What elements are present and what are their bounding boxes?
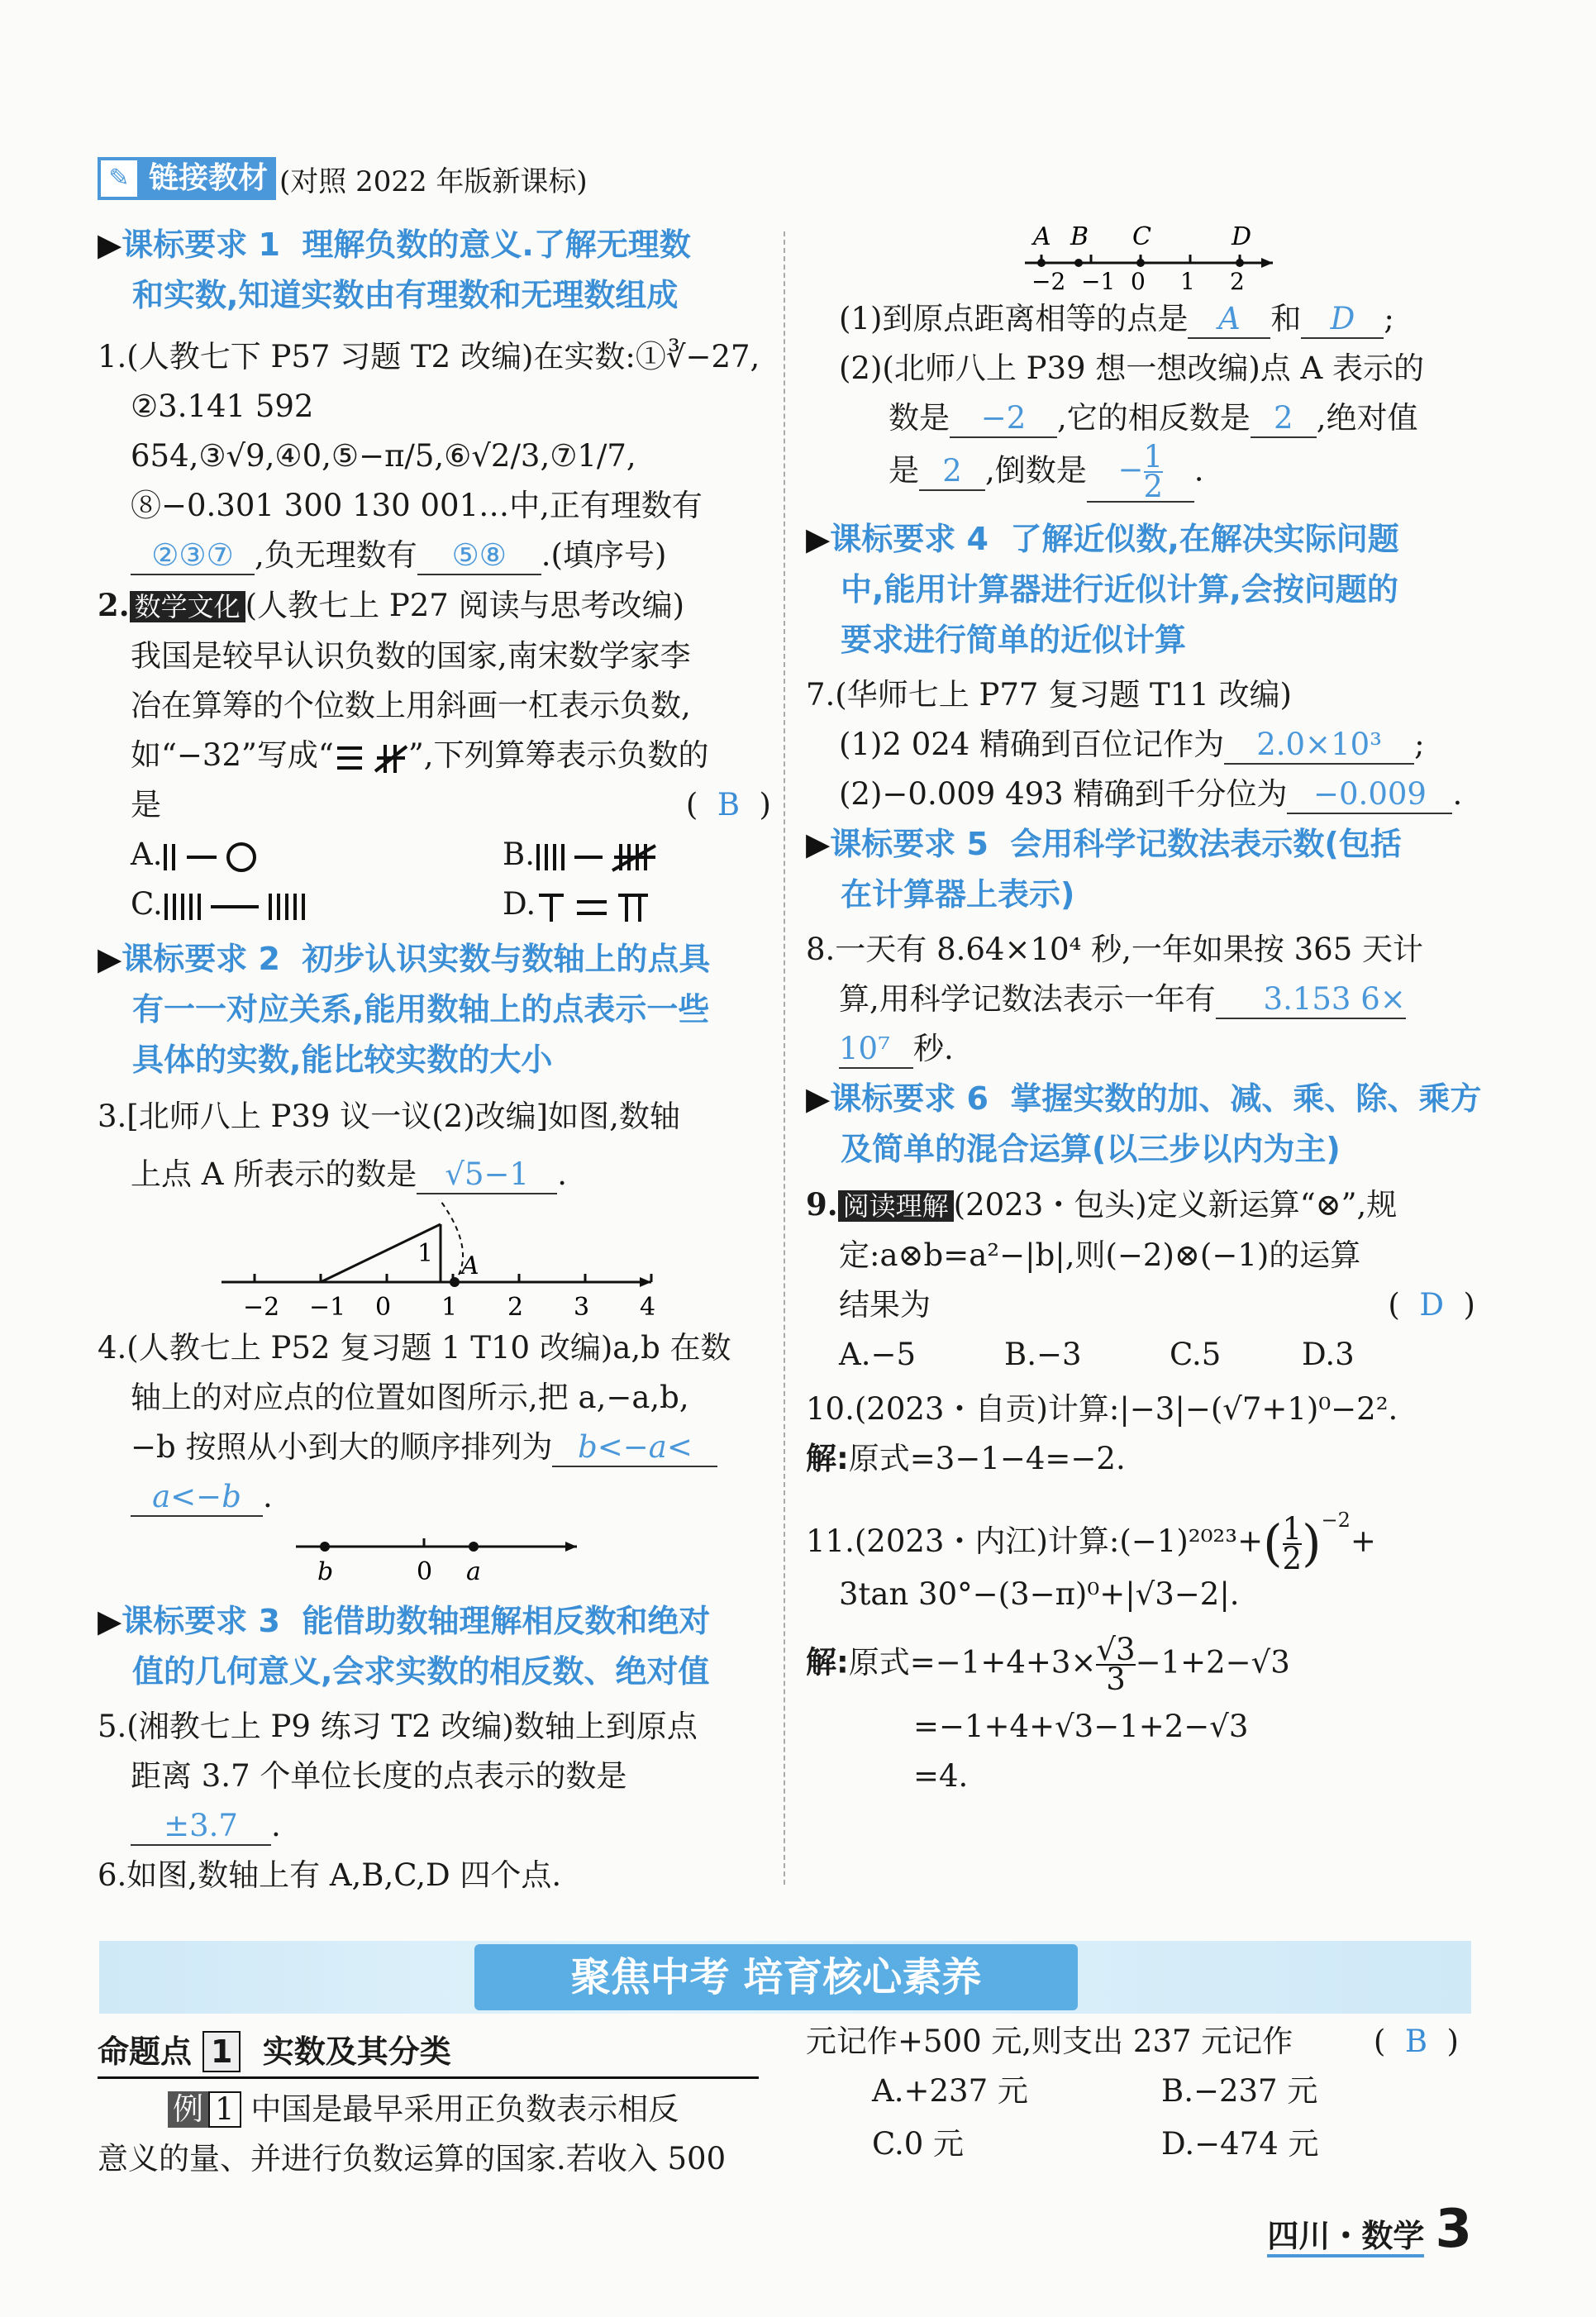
tick-label: 4 xyxy=(640,1293,656,1322)
triangle-icon: ▶ xyxy=(98,1603,122,1639)
requirement-2: ▶课标要求 2 初步认识实数与数轴上的点具 有一一对应关系,能用数轴上的点表示一些 具体的实数,能比较实数的大小 xyxy=(98,941,711,1078)
option-c: C.0 元 xyxy=(872,2126,965,2162)
answer-choice[interactable]: B xyxy=(1404,2024,1428,2059)
reciprocal-answer[interactable]: − $\frac{1}{2}$ xyxy=(1087,443,1194,503)
question-6-part-1: (1)到原点距离相等的点是 A 和 D ; xyxy=(806,294,1484,344)
label-a: a xyxy=(466,1557,481,1586)
point-marker xyxy=(1074,259,1083,267)
point-marker xyxy=(1136,259,1145,267)
requirement-4: ▶课标要求 4 了解近似数,在解决实际问题 中,能用计算器进行近似计算,会按问题的 要求进行简单的近似计算 xyxy=(806,521,1399,658)
tick-label: 0 xyxy=(375,1293,392,1322)
answer-blank[interactable]: 2.0×10³ xyxy=(1224,727,1414,765)
answer-blank[interactable]: a<−b xyxy=(131,1479,263,1517)
counting-rod-minus32 xyxy=(334,741,408,775)
example-1: 例 1 中国是最早采用正负数表示相反 意义的量、并进行负数运算的国家.若收入 500 xyxy=(98,2091,727,2176)
example-number: 1 xyxy=(208,2091,241,2128)
label-0: 0 xyxy=(417,1557,433,1586)
question-10: 10.(2023・自贡)计算:|−3|−(√7+1)⁰−2². 解:原式=3−1−4=−2. xyxy=(806,1391,1398,1476)
question-7: 7.(华师七上 P77 复习题 T11 改编) (1)2 024 精确到百位记作为 2.0×10³ ; (2)−0.009 493 精确到千分位为 −0.009 . xyxy=(806,670,1484,819)
pencil-icon: ✎ xyxy=(98,157,141,200)
rod-option-c xyxy=(163,890,336,923)
answer-blank[interactable]: −0.009 xyxy=(1287,776,1452,814)
option-a: A.−5 xyxy=(839,1337,917,1372)
answer-blank[interactable]: √5−1 xyxy=(417,1156,557,1194)
tick-label: 1 xyxy=(441,1293,458,1322)
topic-number: 1 xyxy=(202,2031,241,2072)
number-line-q6 xyxy=(1025,220,1521,294)
badge-note: (对照 2022 年版新课标) xyxy=(279,164,588,198)
question-8: 8.一天有 8.64×10⁴ 秒,一年如果按 365 天计 算,用科学记数法表示一年有 3.153 6× 10⁷ 秒. xyxy=(806,925,1484,1074)
number-line-q3 xyxy=(222,1199,717,1323)
page-number: 3 xyxy=(1435,2199,1472,2260)
answer-blank[interactable]: ②③⑦ xyxy=(131,537,255,575)
answer-blank[interactable]: −2 xyxy=(950,400,1057,438)
tick-label: 2 xyxy=(507,1293,524,1322)
answer-blank[interactable]: b<−a< xyxy=(552,1429,717,1467)
rod-option-d xyxy=(536,890,668,923)
answer-blank[interactable]: D xyxy=(1301,301,1384,339)
question-11: 11.(2023・内江)计算:(−1)²⁰²³+( $\frac{1}{2}$ )$^{-2}$+ 3tan 30°−(3−π)⁰+|√3−2|. 解:原式=−1+4+3× $\frac{√3}{3}$ −1+2−√3 =−1+4+√3−1+2−√3 =4. xyxy=(806,1509,1376,1794)
question-6-part-2: (2)(北师八上 P39 想一想改编)点 A 表示的 数是 −2 ,它的相反数是 2 ,绝对值 是 2 ,倒数是 − $\frac{1}{2}$ . xyxy=(839,350,1425,504)
point-label: A xyxy=(1033,222,1051,251)
footer-text: 四川・数学 xyxy=(1267,2218,1424,2257)
triangle-icon: ▶ xyxy=(806,521,831,557)
tick-label: 1 xyxy=(1180,268,1195,294)
answer-choice[interactable]: B xyxy=(717,787,741,822)
answer-blank[interactable]: A xyxy=(1188,301,1270,339)
number-line-q4 xyxy=(296,1522,792,1596)
example-1-continued: 元记作+500 元,则支出 237 元记作 ( B ) A.+237 元 B.−237 元 C.0 元 D.−474 元 xyxy=(806,2017,1467,2172)
option-b: B.−237 元 xyxy=(1161,2073,1318,2109)
question-1: 1.(人教七下 P57 习题 T2 改编)在实数:①∛−27, ②3.141 592 654,③√9,④0,⑤−π/5,⑥√2/3,⑦1/7, ⑧−0.301 300 130 001…中,正有理数有 ②③⑦ ,负无理数有 ⑤⑧ .(填序号) xyxy=(98,332,771,580)
option-b: B.−3 xyxy=(1004,1337,1082,1372)
question-5: 5.(湘教七上 P9 练习 T2 改编)数轴上到原点 距离 3.7 个单位长度的点表示的数是 ±3.7 . xyxy=(98,1702,771,1851)
answer-blank[interactable]: 2 xyxy=(919,453,985,491)
link-textbook-badge: 链接教材 xyxy=(141,157,276,200)
requirement-5: ▶课标要求 5 会用科学记数法表示数(包括 在计算器上表示) xyxy=(806,826,1402,913)
segment-label: 1 xyxy=(417,1239,434,1268)
tick-label: −1 xyxy=(309,1293,346,1322)
point-label: D xyxy=(1232,222,1252,251)
answer-blank[interactable]: 10⁷ xyxy=(839,1031,913,1069)
triangle-icon: ▶ xyxy=(98,226,122,263)
requirement-6: ▶课标要求 6 掌握实数的加、减、乘、除、乘方 及简单的混合运算(以三步以内为主) xyxy=(806,1080,1482,1167)
topic-heading: 命题点 1 实数及其分类 xyxy=(98,2027,759,2079)
textbook-link-header xyxy=(98,157,588,200)
rod-option-a xyxy=(162,841,261,874)
requirement-1: ▶课标要求 1 理解负数的意义.了解无理数 和实数,知道实数由有理数和无理数组成 xyxy=(98,226,691,313)
question-9: 9. 阅读理解 (2023・包头)定义新运算“⊗”,规 定:a⊗b=a²−|b|,则(−2)⊗(−1)的运算 结果为 ( D ) A.−5 B.−3 C.5 D.3 xyxy=(806,1180,1484,1380)
footer xyxy=(1267,2199,1472,2260)
example-label: 例 xyxy=(168,2091,208,2128)
answer-choice[interactable]: D xyxy=(1419,1287,1445,1323)
math-culture-tag: 数学文化 xyxy=(130,591,245,622)
section-banner-title: 聚焦中考 培育核心素养 xyxy=(474,1944,1078,2010)
tick-label: 3 xyxy=(574,1293,590,1322)
option-d: D.−474 元 xyxy=(1161,2126,1319,2162)
triangle-icon: ▶ xyxy=(806,1080,831,1117)
triangle-icon: ▶ xyxy=(806,826,831,862)
point-label: C xyxy=(1132,222,1151,251)
answer-blank[interactable]: ±3.7 xyxy=(131,1808,271,1846)
point-marker xyxy=(1236,259,1244,267)
point-marker xyxy=(1037,259,1046,267)
option-a: A.+237 元 xyxy=(872,2073,1028,2109)
label-b: b xyxy=(317,1557,334,1586)
point-a-label: A xyxy=(461,1251,479,1280)
question-6: 6.如图,数轴上有 A,B,C,D 四个点. xyxy=(98,1857,562,1893)
triangle-icon: ▶ xyxy=(98,941,122,977)
tick-label: −2 xyxy=(243,1293,280,1322)
left-column xyxy=(98,220,771,1900)
question-3: 3.[北师八上 P39 议一议(2)改编]如图,数轴 上点 A 所表示的数是 √5−1 . 1 A −2 −1 0 1 2 3 4 xyxy=(98,1092,771,1323)
right-column xyxy=(806,220,1484,1801)
answer-blank[interactable]: 2 xyxy=(1251,400,1317,438)
reading-comprehension-tag: 阅读理解 xyxy=(838,1190,954,1222)
option-c: C.5 xyxy=(1170,1337,1222,1372)
point-label: B xyxy=(1070,222,1089,251)
tick-label: 0 xyxy=(1131,268,1146,294)
tick-label: −2 xyxy=(1031,268,1066,294)
tick-label: 2 xyxy=(1230,268,1245,294)
answer-blank[interactable]: ⑤⑧ xyxy=(417,537,541,575)
rod-option-b xyxy=(535,841,659,874)
question-4: 4.(人教七上 P52 复习题 1 T10 改编)a,b 在数 轴上的对应点的位置如图所示,把 a,−a,b, −b 按照从小到大的顺序排列为 b<−a< a<−b . b 0 a xyxy=(98,1323,771,1596)
question-2: 2. 数学文化 (人教七上 P27 阅读与思考改编) 我国是较早认识负数的国家,南宋数学家李 冶在算筹的个位数上用斜画一杠表示负数, 如“−32”写成“ ”,下列算筹表示负数的 是 ( B ) A. B. C. D. xyxy=(98,587,771,922)
column-divider xyxy=(784,231,785,1885)
answer-blank[interactable]: 3.153 6× xyxy=(1216,981,1406,1019)
option-d: D.3 xyxy=(1302,1337,1355,1372)
requirement-3: ▶课标要求 3 能借助数轴理解相反数和绝对 值的几何意义,会求实数的相反数、绝对值 xyxy=(98,1603,711,1690)
tick-label: −1 xyxy=(1081,268,1116,294)
